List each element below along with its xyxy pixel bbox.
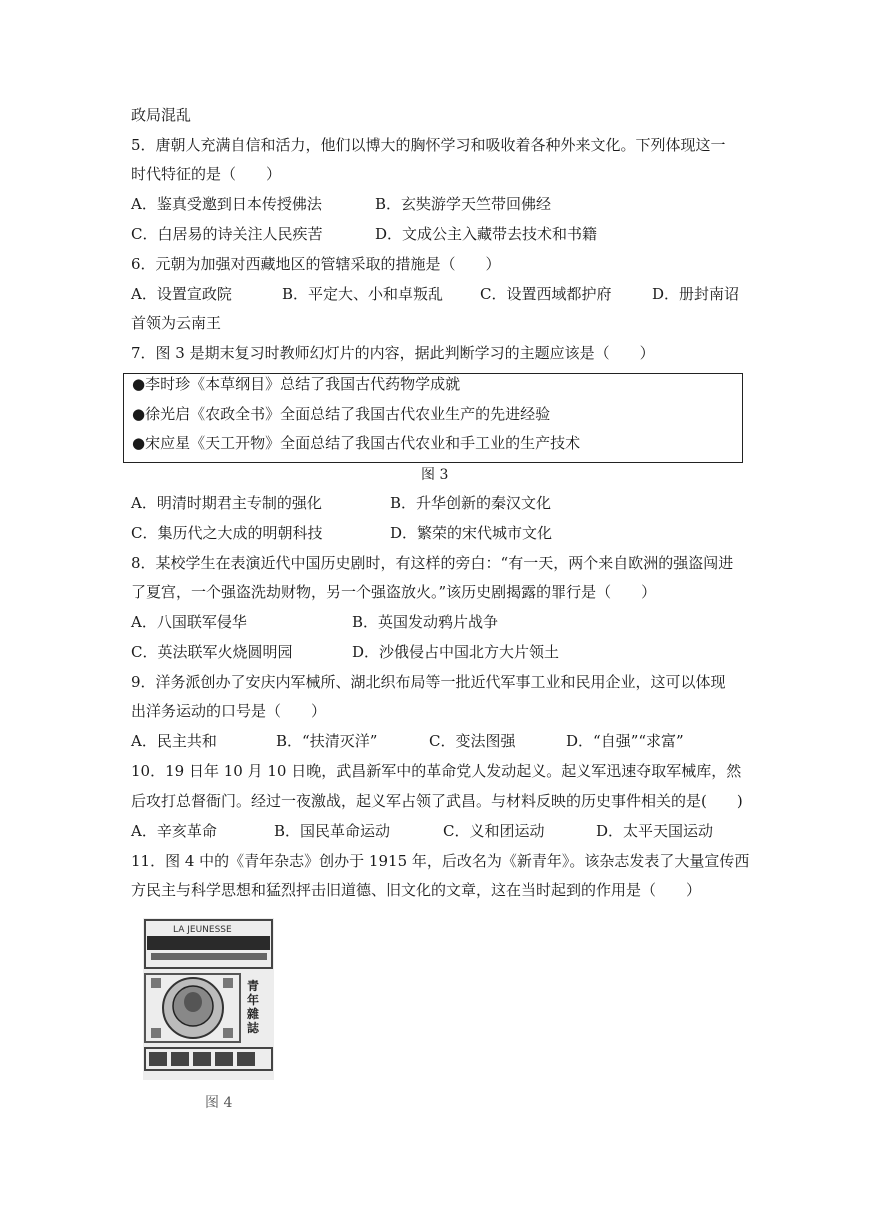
q9-option-d: D．“自强”“求富” (566, 732, 684, 750)
slide-content-box (123, 373, 743, 463)
q9-option-c: C．变法图强 (429, 732, 516, 750)
question-10-stem: 10．19 日年 10 月 10 日晚，武昌新军中的革命党人发动起义。起义军迅速夺取军械库，然 (131, 762, 742, 780)
q8-option-b: B．英国发动鸦片战争 (352, 613, 499, 631)
q6-option-d: D．册封南诏 (652, 285, 740, 303)
question-6-stem: 6．元朝为加强对西藏地区的管辖采取的措施是（ ） (131, 255, 501, 273)
q7-option-a: A．明清时期君主专制的强化 (131, 494, 322, 512)
masthead-text: LA JEUNESSE (173, 925, 232, 935)
cover-title-char: 雜 (246, 1007, 260, 1021)
question-10-stem-cont: 后攻打总督衙门。经过一夜激战，起义军占领了武昌。与材料反映的历史事件相关的是( ) (131, 792, 743, 810)
q10-option-d: D．太平天国运动 (596, 822, 714, 840)
cover-title-char: 青 (246, 979, 260, 993)
q7-option-d: D．繁荣的宋代城市文化 (390, 524, 553, 542)
text-line: 政局混乱 (131, 106, 192, 124)
q9-option-b: B．“扶清灭洋” (276, 732, 378, 750)
figure-4-magazine-cover (143, 918, 274, 1080)
q10-option-a: A．辛亥革命 (131, 822, 217, 840)
q6-option-c: C．设置西域都护府 (480, 285, 612, 303)
question-9-stem-cont: 出洋务运动的口号是（ ） (131, 702, 327, 720)
q8-option-a: A．八国联军侵华 (131, 613, 247, 631)
figure-4-caption: 图 4 (205, 1095, 233, 1111)
q6-option-a: A．设置宣政院 (131, 285, 232, 303)
q7-option-b: B．升华创新的秦汉文化 (390, 494, 552, 512)
q8-option-d: D．沙俄侵占中国北方大片领土 (352, 643, 560, 661)
q10-option-c: C．义和团运动 (443, 822, 545, 840)
question-11-stem: 11．图 4 中的《青年杂志》创办于 1915 年，后改名为《新青年》。该杂志发表了大量宣传西 (131, 852, 750, 870)
q9-option-a: A．民主共和 (131, 732, 217, 750)
q8-option-c: C．英法联军火烧圆明园 (131, 643, 293, 661)
question-9-stem: 9．洋务派创办了安庆内军械所、湖北织布局等一批近代军事工业和民用企业，这可以体现 (131, 673, 726, 691)
figure-3-caption: 图 3 (421, 467, 449, 483)
question-8-stem-cont: 了夏宫，一个强盗洗劫财物，另一个强盗放火。”该历史剧揭露的罪行是（ ） (131, 583, 657, 601)
q5-option-b: B．玄奘游学天竺带回佛经 (375, 195, 552, 213)
question-11-stem-cont: 方民主与科学思想和猛烈抨击旧道德、旧文化的文章，这在当时起到的作用是（ ） (131, 881, 702, 899)
question-7-stem: 7．图 3 是期末复习时教师幻灯片的内容，据此判断学习的主题应该是（ ） (131, 344, 655, 362)
q7-option-c: C．集历代之大成的明朝科技 (131, 524, 323, 542)
question-8-stem: 8．某校学生在表演近代中国历史剧时，有这样的旁白：“有一天，两个来自欧洲的强盗闯进 (131, 554, 734, 572)
q10-option-b: B．国民革命运动 (274, 822, 391, 840)
question-5-stem-cont: 时代特征的是（ ） (131, 165, 282, 183)
q5-option-c: C．白居易的诗关注人民疾苦 (131, 225, 323, 243)
q5-option-a: A．鉴真受邀到日本传授佛法 (131, 195, 322, 213)
slide-item: ●徐光启《农政全书》全面总结了我国古代农业生产的先进经验 (132, 405, 551, 423)
cover-title-char: 年 (246, 993, 260, 1007)
q5-option-d: D．文成公主入藏带去技术和书籍 (375, 225, 598, 243)
q6-option-b: B．平定大、小和卓叛乱 (282, 285, 444, 303)
question-5-stem: 5．唐朝人充满自信和活力，他们以博大的胸怀学习和吸收着各种外来文化。下列体现这一 (131, 136, 726, 154)
magazine-cover-illustration (143, 918, 274, 1080)
q6-option-d-cont: 首领为云南王 (131, 314, 222, 332)
slide-item: ●宋应星《天工开物》全面总结了我国古代农业和手工业的生产技术 (132, 434, 581, 452)
cover-title-char: 誌 (246, 1021, 260, 1035)
slide-item: ●李时珍《本草纲目》总结了我国古代药物学成就 (132, 375, 461, 393)
